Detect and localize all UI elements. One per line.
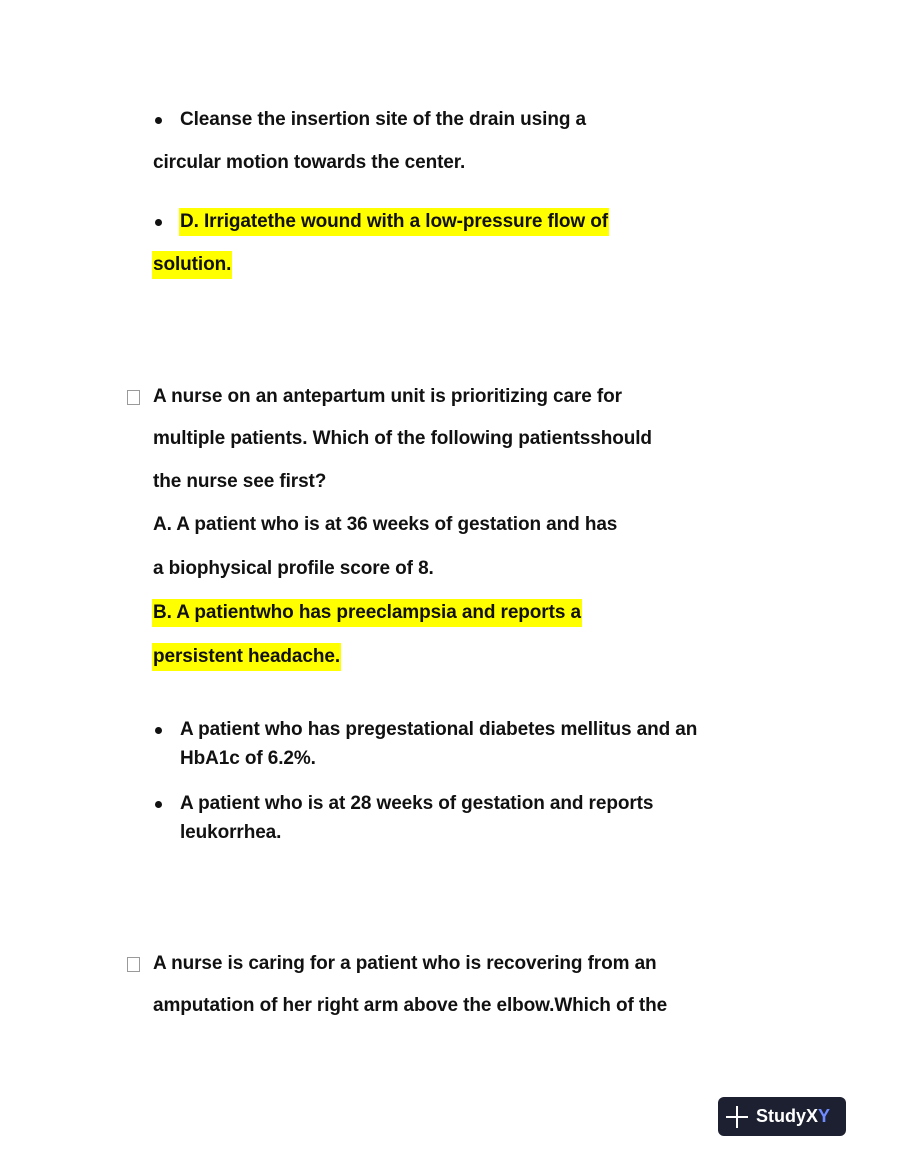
option-text: Cleanse the insertion site of the drain using a (180, 109, 586, 130)
option-text: A patient who has pregestational diabetes mellitus and an (180, 719, 698, 740)
correct-answer-highlight: solution. (152, 251, 232, 279)
bullet-dot (155, 219, 162, 226)
question-stem: multiple patients. Which of the following patientsshould (153, 428, 652, 449)
bullet-dot (155, 801, 162, 808)
option-text: leukorrhea. (180, 822, 282, 843)
option-a: A. A patient who is at 36 weeks of gestation and has (153, 514, 618, 535)
question-stem: A nurse on an antepartum unit is prioritizing care for (153, 386, 622, 407)
option-text: circular motion towards the center. (153, 152, 466, 173)
logo-text: StudyX (756, 1106, 819, 1126)
option-text: HbA1c of 6.2%. (180, 748, 316, 769)
option-text: A patient who is at 28 weeks of gestation and reports (180, 793, 654, 814)
question-stem: amputation of her right arm above the elbow.Which of the (153, 995, 668, 1016)
bullet-dot (155, 727, 162, 734)
correct-answer-highlight: B. A patientwho has preeclampsia and reports a (152, 599, 582, 627)
question-checkbox (127, 957, 140, 972)
bullet-dot (155, 117, 162, 124)
option-a: a biophysical profile score of 8. (153, 558, 434, 579)
correct-answer-highlight: persistent headache. (152, 643, 341, 671)
correct-answer-highlight: D. Irrigatethe wound with a low-pressure flow of (179, 208, 609, 236)
studyxy-logo[interactable] (718, 1097, 846, 1136)
logo-text-accent: Y (818, 1106, 831, 1126)
question-stem: A nurse is caring for a patient who is recovering from an (153, 953, 657, 974)
question-stem: the nurse see first? (153, 471, 327, 492)
plus-icon (726, 1106, 748, 1128)
question-checkbox (127, 390, 140, 405)
